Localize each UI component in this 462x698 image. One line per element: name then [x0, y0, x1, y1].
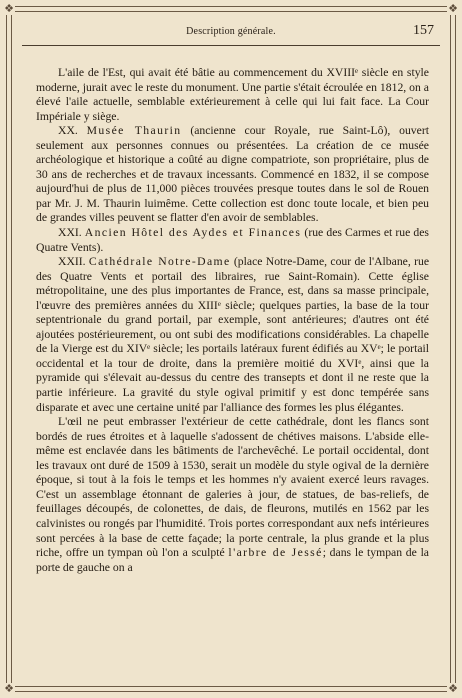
paragraph — [36, 255, 429, 415]
paragraph-text: (place Notre-Dame, cour de l'Albane, rue des Quatre Vents et portail des libraires, rue Saint-Romain). Cette église métropolitaine, une des plus importantes de France, est, dans sa masse principale, l'œuvre des premières années du XIIIᵉ siècle; quelques parties, la base de la tour septentrionale du grand portail, par exemple, sont antérieures; d'autres ont été ajoutées postérieurement, ou ont subi des modifications considérables. La chapelle de la Vierge est du XIVᵉ siècle; les portails latéraux furent édifiés au XVᵉ; le portail occidental et la tour de droite, dans la première moitié du XVIᵉ, ainsi que la pyramide qui s'élevait au-dessus du centre des transepts et dont il ne reste que la partie inférieure. La gravité du style ogival primitif y est donc tempérée sans disparate et avec une certaine unité par l'alliance des formes les plus élégantes. — [36, 255, 430, 414]
header-rule — [22, 45, 440, 46]
paragraph-text: (rue des Carmes et rue des Quatre Vents). — [36, 226, 429, 254]
paragraph-text: XXII. — [58, 255, 89, 269]
page-number: 157 — [413, 23, 434, 38]
running-header — [22, 22, 440, 40]
paragraph — [36, 415, 429, 575]
corner-ornament-icon: ❖ — [4, 682, 14, 695]
body-text — [36, 66, 429, 575]
running-title: Description générale. — [186, 26, 276, 37]
spaced-heading-text: Ancien Hôtel des Aydes et Finances — [84, 226, 302, 240]
corner-ornament-icon: ❖ — [4, 2, 14, 15]
paragraph-text: L'œil ne peut embrasser l'extérieur de cette cathédrale, dont les flancs sont bordés de rues étroites et à laquelle s'adossent de chétives maisons. L'abside elle-même est enclavée dans les bâtiments de l'archevêché. Le portail occidental, dont les travaux ont duré de 1509 à 1530, serait un modèle du style ogival de la dernière époque, si tout à la fois le temps et les hommes n'y avaient exercé leurs ravages. C'est un assemblage étonnant de galeries à jour, de statues, de bas-reliefs, de feuillages découpés, de colonettes, de dais, de fleurons, mutilés en 1562 par les calvinistes ou rongés par l'humidité. Trois portes correspondant aux nefs intérieures sont percées à la base de cette façade; la porte centrale, la plus grande et la plus riche, offre un tympan où l'on a sculpté — [36, 415, 429, 560]
paragraph-text: L'aile de l'Est, qui avait été bâtie au commencement du XVIIIᵉ siècle en style moderne, jurait avec le reste du monument. Une partie s'était écroulée en 1812, on a élevé l'aile actuelle, semblable extérieurement à celle qui lui fait face. La Cour Impériale y siège. — [36, 66, 429, 123]
spaced-heading-text: Musée Thaurin — [86, 124, 182, 138]
corner-ornament-icon: ❖ — [448, 2, 458, 15]
spaced-heading-text: l'arbre de Jessé — [228, 546, 323, 560]
paragraph — [36, 226, 429, 255]
paragraph — [36, 124, 429, 226]
spaced-heading-text: Cathédrale Notre-Dame — [88, 255, 231, 269]
paragraph-text: XXI. — [58, 226, 85, 240]
paragraph-text: XX. — [58, 124, 87, 138]
paragraph-text: (ancienne cour Royale, rue Saint-Lô), ouvert seulement aux personnes connues ou présentées. La création de ce musée archéologique et historique a coûté au digne compatriote, son propriétaire, plus de 30 ans de recherches et de travaux incessants. Commencé en 1832, il se compose aujourd'hui de plus de 11,000 pièces trouvées presque toutes dans le sol de Rouen par Mr. J. M. Thaurin luimême. Cette collection est donc toute locale, et bien peu de grandes villes peuvent se flatter d'en avoir de semblables. — [36, 124, 429, 225]
paragraph — [36, 66, 429, 124]
corner-ornament-icon: ❖ — [448, 682, 458, 695]
paragraph-text: ; dans le tympan de la porte de gauche on a — [36, 546, 429, 574]
